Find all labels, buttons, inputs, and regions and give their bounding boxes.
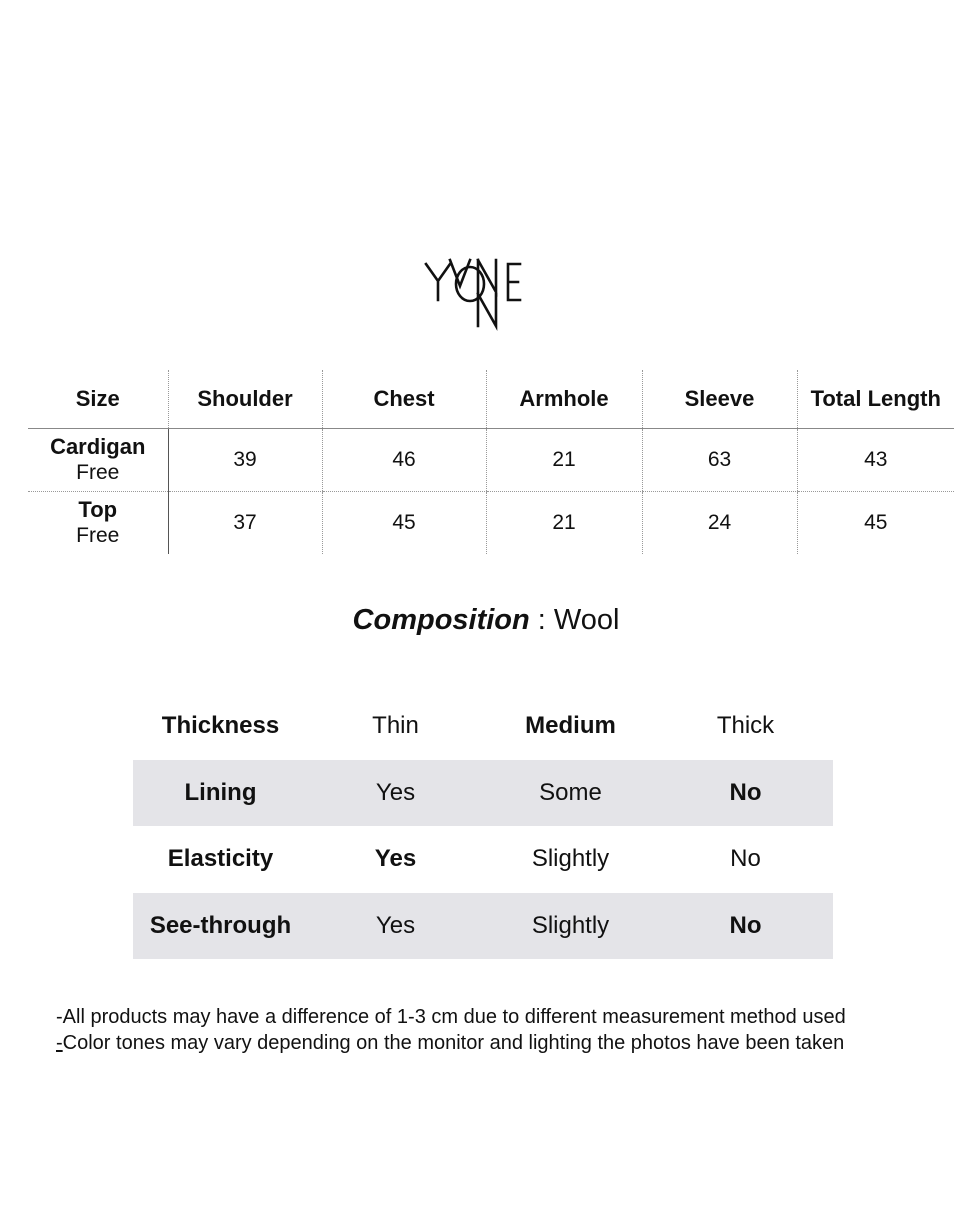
row-name: Top xyxy=(78,497,118,522)
option-cell: Slightly xyxy=(531,845,610,873)
fabric-row-see-through xyxy=(133,893,833,960)
option-cell: Yes xyxy=(308,760,483,827)
size-table-header xyxy=(28,370,954,429)
cell-total-length: 43 xyxy=(797,429,954,492)
row-label xyxy=(28,429,168,492)
header-armhole: Armhole xyxy=(486,370,642,429)
fabric-properties-table xyxy=(133,693,833,959)
fabric-row-thickness xyxy=(133,693,833,760)
yvonne-logo-icon xyxy=(420,250,550,332)
row-name: Cardigan xyxy=(50,434,146,459)
disclaimer-notes xyxy=(56,1004,846,1056)
composition-label: Composition xyxy=(352,604,530,636)
header-total-length: Total Length xyxy=(797,370,954,429)
note-line-1: -All products may have a difference of 1-3 cm due to different measurement method used xyxy=(56,1006,846,1028)
header-sleeve: Sleeve xyxy=(642,370,797,429)
header-shoulder: Shoulder xyxy=(168,370,322,429)
cell-sleeve: 24 xyxy=(642,492,797,555)
option-cell: No xyxy=(730,845,761,873)
size-table xyxy=(28,370,954,554)
composition-value: Wool xyxy=(553,604,620,636)
cell-sleeve: 63 xyxy=(642,429,797,492)
option-cell: Yes xyxy=(374,845,417,873)
cell-armhole: 21 xyxy=(486,429,642,492)
option-cell: No xyxy=(658,893,833,960)
row-label xyxy=(28,492,168,555)
note-line-2 xyxy=(56,1030,846,1056)
attribute-label: Elasticity xyxy=(167,845,274,873)
option-cell: Medium xyxy=(525,712,616,740)
cell-chest: 45 xyxy=(322,492,486,555)
attribute-label: Thickness xyxy=(161,712,280,740)
option-cell: Some xyxy=(483,760,658,827)
header-size: Size xyxy=(28,370,168,429)
table-row xyxy=(28,429,954,492)
cell-shoulder: 39 xyxy=(168,429,322,492)
option-cell: Thin xyxy=(372,712,419,740)
note-dash: - xyxy=(56,1032,63,1054)
attribute-label: See-through xyxy=(133,893,308,960)
cell-chest: 46 xyxy=(322,429,486,492)
option-cell: Slightly xyxy=(483,893,658,960)
fabric-row-lining xyxy=(133,760,833,827)
row-size: Free xyxy=(76,461,120,484)
option-cell: Thick xyxy=(716,712,775,740)
option-cell: No xyxy=(658,760,833,827)
attribute-label: Lining xyxy=(133,760,308,827)
table-row xyxy=(28,492,954,555)
row-size: Free xyxy=(76,524,120,547)
brand-logo xyxy=(420,250,550,332)
composition-separator: : xyxy=(529,604,554,636)
option-cell: Yes xyxy=(308,893,483,960)
cell-armhole: 21 xyxy=(486,492,642,555)
fabric-row-elasticity xyxy=(133,826,833,893)
composition-line xyxy=(0,604,972,637)
header-chest: Chest xyxy=(322,370,486,429)
cell-total-length: 45 xyxy=(797,492,954,555)
note-text: Color tones may vary depending on the monitor and lighting the photos have been taken xyxy=(62,1032,845,1054)
cell-shoulder: 37 xyxy=(168,492,322,555)
